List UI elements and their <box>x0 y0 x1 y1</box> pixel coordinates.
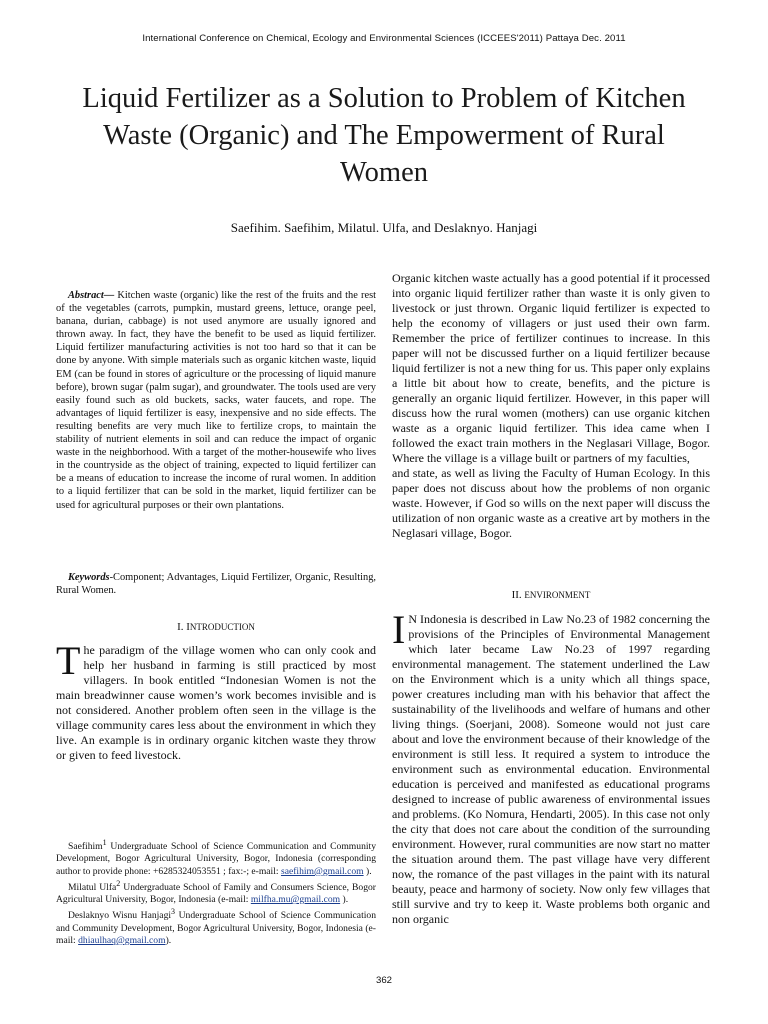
footnote-3: Deslaknyo Wisnu Hanjagi$^3$ Undergraduate School of Science Communication and Community Development, Bogor Agricultural University, Bogor, Indonesia (e-mail: dhiaulhaq@gmail.com). <box>56 907 376 946</box>
abstract-text: Kitchen waste (organic) like the rest of the fruits and the rest of the vegetables (carrots, pumpkin, mustard greens, lettuce, orange peel, banana, durian, cabbage) is not used anymore are usually ignored and thrown away. In fact, they have the benefit to be used as liquid fertilizer. Liquid fertilizer manufacturing activities is not too hard so that it can be done by anyone. With simple materials such as organic kitchen waste, liquid EM (can be found in stores of agriculture or the processing of liquid manure before), brown sugar (palm sugar), and groundwater. The tools used are very easily found such as old buckets, sacks, water faucets, and rope. The advantages of liquid fertilizer is easy, inexpensive and no side effects. The resulting benefits are very much like to fertilize crops, to maintain the stability of nutrient elements in soil and can reduce the impact of organic waste in the neighborhood. With a target of the mother-housewife who lives in the countryside as the object of training, expected to liquid fertilizer can be a means of education to increase the income of rural women. In addition to a liquid fertilizer that can be sold in the market, liquid fertilizer can be used for agricultural purposes or their own plantations. <box>56 290 376 511</box>
section-title-initial: I <box>186 621 190 633</box>
environment-text: N Indonesia is described in Law No.23 of 1982 concerning the provisions of the Principles of Environmental Management which later became Law No.23 of 1997 regarding environmental management. The statement underlined the Law on the Environment which is a unity which all things space, power creatures including man with his behavior that affect the sustainability of the livelihoods and welfare of humans and other living things. (Soerjani, 2008). Someone would not just care about and love the environment because of their knowledge of the environment is still less. It required a system to introduce the environment such as environmental education. Environmental education is perceived and manifested as educational programs designed to increase of public awareness of environmental issues and problems. (Ko Nomura, Hendarti, 2005). In this case not only the city that does not care about the condition of the surrounding environment. However, rural communities are now start no matter the situation around them. The past village have very different now, the romance of the past villages in the paint with its natural beauty, peace and harmony of society. Now only few villages that still survive and try to keep it. Waste problems both organic and non organic <box>392 612 710 926</box>
section-number: I. <box>177 621 187 633</box>
footnote-1: Saefihim$^1$ Undergraduate School of Science Communication and Community Development, Bogor Agricultural University, Bogor, Indonesia (corresponding author to provide phone: +6285324053551 ; fax:-; e-mail: saefihim@gmail.com ). <box>56 838 376 877</box>
abstract <box>56 289 376 512</box>
section-heading-environment <box>392 589 710 601</box>
section-heading-introduction <box>56 621 376 633</box>
paragraph: Organic kitchen waste actually has a good potential if it processed into organic liquid fertilizer rather than waste it is only given to livestock or just thrown. Organic liquid fertilizer is expected to help the economy of villagers or just used their own farm. Remember the price of fertilizer continues to increase. In this paper will not be discussed further on a liquid fertilizer because liquid fertilizer is not a new thing for us. This paper only explains a little bit about how to create, benefits, and the picture is generally an organic liquid fertilizer. However, in this paper will discuss how the rural women (mothers) can use organic kitchen waste as a organic liquid fertilizer. This idea came when I followed the exact train mothers in the Neglasari Village, Bogor. Where the village is a village built or partners of my faculties, <box>392 271 710 465</box>
author-list: Saefihim. Saefihim, Milatul. Ulfa, and Deslaknyo. Hanjagi <box>230 220 538 235</box>
section-number: II. <box>511 589 525 601</box>
footnote-2: Milatul Ulfa$^2$ Undergraduate School of Family and Consumers Science, Bogor Agricultural University, Bogor, Indonesia (e-mail: milfha.mu@gmail.com ). <box>56 878 376 906</box>
drop-cap: T <box>56 638 81 683</box>
introduction-continued <box>392 271 710 541</box>
email-link[interactable]: milfha.mu@gmail.com <box>250 894 341 906</box>
introduction-text: he paradigm of the village women who can only cook and help her husband in farming is still practiced by most villagers. In book entitled “Indonesian Women is not the main breadwinner cause women’s work becomes invisible and is not considered. Another problem often seen in the village is the village community cares less about the environment in which they live. An example is in ordinary organic kitchen waste they throw or given to feed livestock. <box>56 643 376 762</box>
page-number: 362 <box>375 975 392 986</box>
paper-title: Liquid Fertilizer as a Solution to Problem of Kitchen Waste (Organic) and The Empowerment of Rural Women <box>82 83 686 188</box>
environment-paragraph <box>392 607 710 927</box>
paragraph: and state, as well as living the Faculty of Human Ecology. In this paper does not discuss about how the problems of non organic waste. However, if God so wills on the next paper will discuss the utilization of non organic waste as a creative art by mothers in the Neglasari village, Bogor. <box>392 466 710 540</box>
keywords-text: -Component; Advantages, Liquid Fertilizer, Organic, Resulting, Rural Women. <box>56 572 376 597</box>
keywords <box>56 571 376 597</box>
section-title: ENVIRONMENT <box>524 590 591 600</box>
conference-header: International Conference on Chemical, Ecology and Environmental Sciences (ICCEES'2011) Pattaya Dec. 2011 <box>142 33 626 44</box>
abstract-label: Abstract <box>68 290 104 301</box>
email-link[interactable]: dhiaulhaq@gmail.com <box>78 934 166 946</box>
author-footnotes <box>56 837 376 947</box>
introduction-paragraph <box>56 638 376 763</box>
drop-cap: I <box>392 607 406 652</box>
keywords-label: Keywords <box>68 572 110 583</box>
email-link[interactable]: saefihim@gmail.com <box>280 865 364 877</box>
section-title-rest: NTRODUCTION <box>189 622 255 632</box>
abstract-dash: — <box>103 290 115 301</box>
